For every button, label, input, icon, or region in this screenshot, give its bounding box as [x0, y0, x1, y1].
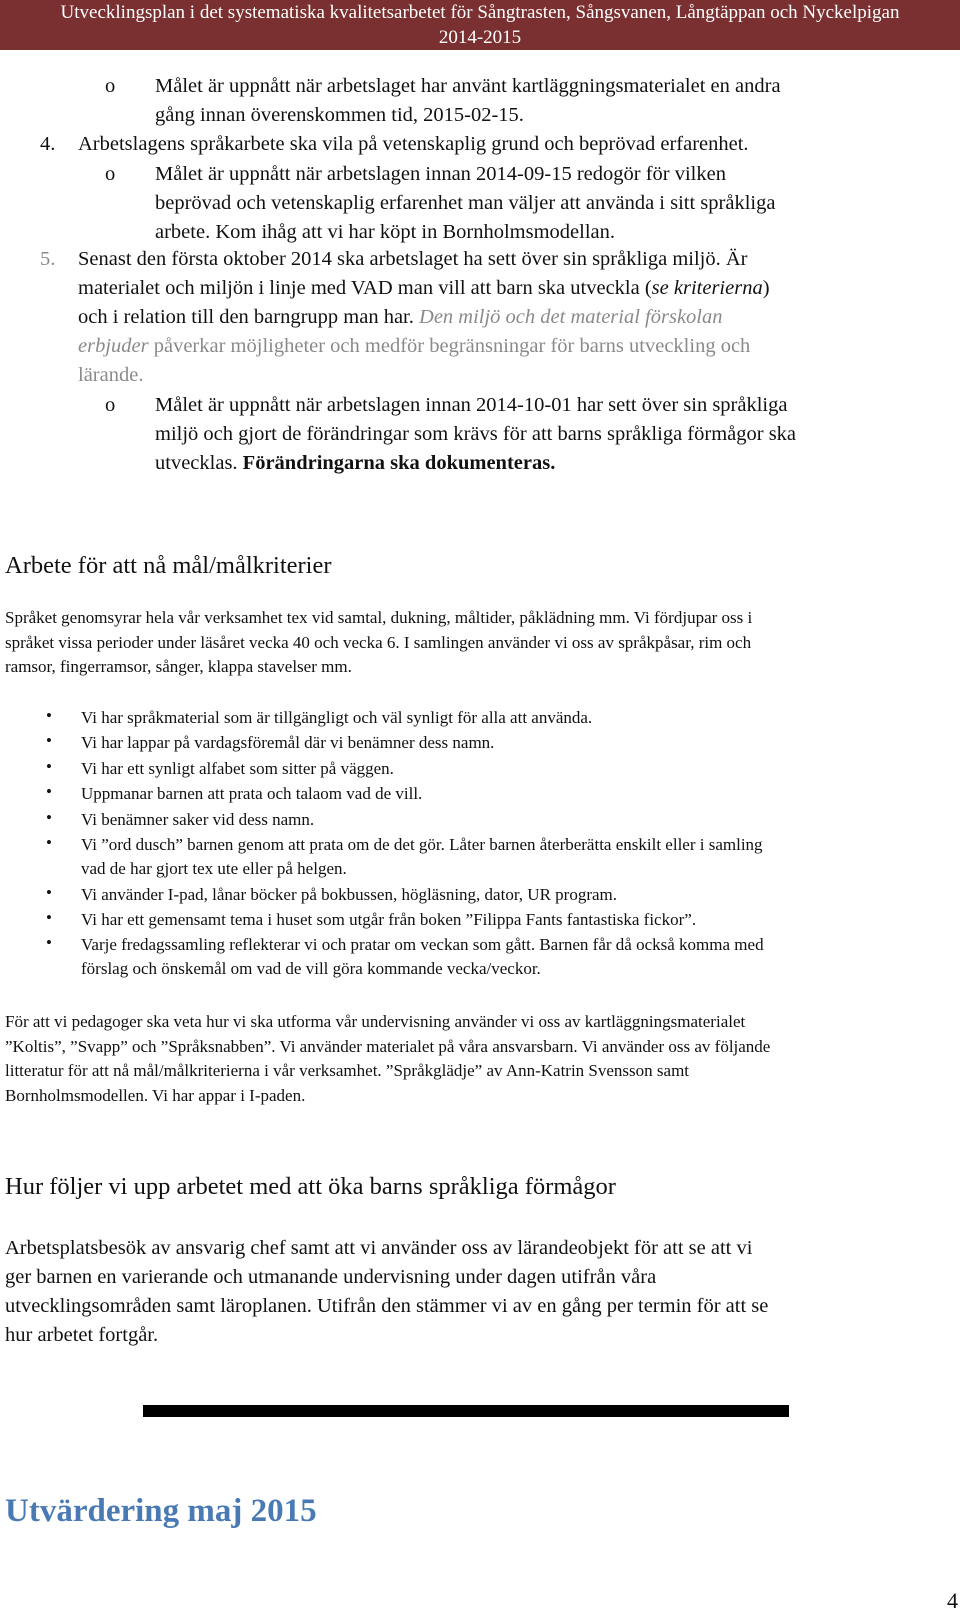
text-line: Målet är uppnått när arbetslagen innan 2014-10-01 har sett över sin språkliga	[155, 394, 788, 416]
gray-italic-text: Den miljö och det material förskolan	[419, 306, 723, 328]
gray-text: lärande.	[78, 364, 144, 386]
list-item: Uppmanar barnen att prata och talaom vad de vill.	[81, 784, 423, 803]
bullet-icon: •	[46, 883, 52, 902]
page-header	[0, 0, 960, 50]
text-line: Målet är uppnått när arbetslaget har använt kartläggningsmaterialet en andra	[155, 75, 781, 97]
item4-text: Arbetslagens språkarbete ska vila på vetenskaplig grund och beprövad erfarenhet.	[78, 133, 749, 155]
text-line: hur arbetet fortgår.	[5, 1324, 159, 1346]
section2-paragraph	[5, 1234, 955, 1350]
list-item: Vi har språkmaterial som är tillgängligt och väl synligt för alla att använda.	[81, 708, 593, 727]
list-item: Vi har ett gemensamt tema i huset som utgår från boken ”Filippa Fants fantastiska fickor”.	[81, 910, 697, 929]
criteria-link-text: se kriterierna	[651, 277, 763, 299]
text-line: För att vi pedagoger ska veta hur vi ska utforma vår undervisning använder vi oss av kartläggningsmaterialet	[5, 1012, 746, 1031]
text-line: beprövad och vetenskaplig erfarenhet man väljer att använda i sitt språkliga	[155, 192, 776, 214]
text-line: gång innan överenskommen tid, 2015-02-15.	[155, 104, 524, 126]
section-heading-work: Arbete för att nå mål/målkriterier	[5, 552, 332, 579]
bullet-icon: •	[46, 706, 52, 725]
sub-marker: o	[105, 75, 116, 97]
text-line: arbete. Kom ihåg att vi har köpt in Bornholmsmodellan.	[155, 221, 616, 243]
page-number: 4	[947, 1588, 958, 1613]
item0-sub-text	[155, 72, 945, 130]
item4-sub-text	[155, 160, 945, 247]
text-span: utvecklas.	[155, 452, 243, 474]
text-line: utvecklingsområden samt läroplanen. Utifrån den stämmer vi av en gång per termin för att se	[5, 1295, 769, 1317]
header-year: 2014-2015	[438, 27, 522, 48]
text-line	[78, 303, 948, 332]
text-line: Målet är uppnått när arbetslagen innan 2014-09-15 redogör för vilken	[155, 163, 726, 185]
section-heading-followup: Hur följer vi upp arbetet med att öka barns språkliga förmågor	[5, 1173, 616, 1200]
text-line: Arbetsplatsbesök av ansvarig chef samt att vi använder oss av lärandeobjekt för att se att vi	[5, 1237, 753, 1259]
list-item: Vi ”ord dusch” barnen genom att prata om de det gör. Låter barnen återberätta enskilt eller i samling	[81, 835, 763, 854]
text-line	[78, 332, 948, 361]
list-item-continuation: förslag och önskemål om vad de vill göra kommande vecka/veckor.	[81, 959, 541, 978]
bullet-icon: •	[46, 808, 52, 827]
text-span: materialet och miljön i linje med VAD man vill att barn ska utveckla (	[78, 277, 652, 299]
section1-paragraph-2	[5, 1010, 955, 1108]
text-line: ”Koltis”, ”Svapp” och ”Språksnabben”. Vi använder materialet på våra ansvarsbarn. Vi använder oss av följande	[5, 1036, 771, 1056]
sub-marker: o	[105, 163, 116, 185]
bullet-icon: •	[46, 908, 52, 927]
gray-italic-text: erbjuder	[78, 335, 149, 357]
text-span: )	[762, 277, 770, 299]
text-line: språket vissa perioder under läsåret vecka 40 och vecka 6. I samlingen använder vi oss av språkpåsar, rim och	[5, 632, 752, 652]
sub-marker: o	[105, 394, 116, 416]
bullet-icon: •	[46, 833, 52, 852]
list-item: Vi använder I-pad, lånar böcker på bokbussen, högläsning, dator, UR program.	[81, 885, 618, 904]
item5-text	[78, 245, 948, 390]
list-number-4: 4.	[40, 133, 56, 155]
text-line: Språket genomsyrar hela vår verksamhet tex vid samtal, dukning, måltider, påklädning mm. Vi fördjupar oss i	[5, 608, 753, 627]
text-line: miljö och gjort de förändringar som krävs för att barns språkliga förmågor ska	[155, 423, 797, 445]
bullet-icon: •	[46, 782, 52, 801]
evaluation-heading: Utvärdering maj 2015	[5, 1493, 317, 1529]
list-item: Vi har lappar på vardagsföremål där vi benämner dess namn.	[81, 733, 495, 752]
text-line	[155, 449, 945, 478]
section1-paragraph	[5, 606, 955, 680]
text-span: och i relation till den barngrupp man har.	[78, 306, 420, 328]
list-item: Vi benämner saker vid dess namn.	[81, 810, 315, 829]
bullet-icon: •	[46, 731, 52, 750]
bold-text: Förändringarna ska dokumenteras.	[242, 452, 556, 474]
header-title: Utvecklingsplan i det systematiska kvalitetsarbetet för Sångtrasten, Sångsvanen, Långtäppan och Nyckelpigan	[60, 2, 900, 23]
list-item: Vi har ett synligt alfabet som sitter på väggen.	[81, 759, 394, 778]
text-line: ramsor, fingerramsor, sånger, klappa stavelser mm.	[5, 657, 352, 676]
list-item-continuation: vad de har gjort tex ute eller på helgen.	[81, 859, 347, 878]
text-line	[78, 274, 948, 303]
divider-bar	[143, 1405, 789, 1417]
text-line: litteratur för att nå mål/målkriterierna i vår verksamhet. ”Språkglädje” av Ann-Katrin Svensson samt	[5, 1061, 690, 1080]
text-line: Senast den första oktober 2014 ska arbetslaget ha sett över sin språkliga miljö. Är	[78, 248, 748, 270]
gray-text: påverkar möjligheter och medför begränsningar för barns utveckling och	[148, 335, 751, 357]
item5-sub-text	[155, 391, 945, 478]
list-number-5: 5.	[40, 248, 56, 270]
text-line: Bornholmsmodellen. Vi har appar i I-paden.	[5, 1085, 306, 1105]
list-item: Varje fredagssamling reflekterar vi och pratar om veckan som gått. Barnen får då också komma med	[81, 935, 764, 954]
bullet-icon: •	[46, 757, 52, 776]
bullet-icon: •	[46, 933, 52, 952]
text-line: ger barnen en varierande och utmanande undervisning under dagen utifrån våra	[5, 1266, 657, 1288]
